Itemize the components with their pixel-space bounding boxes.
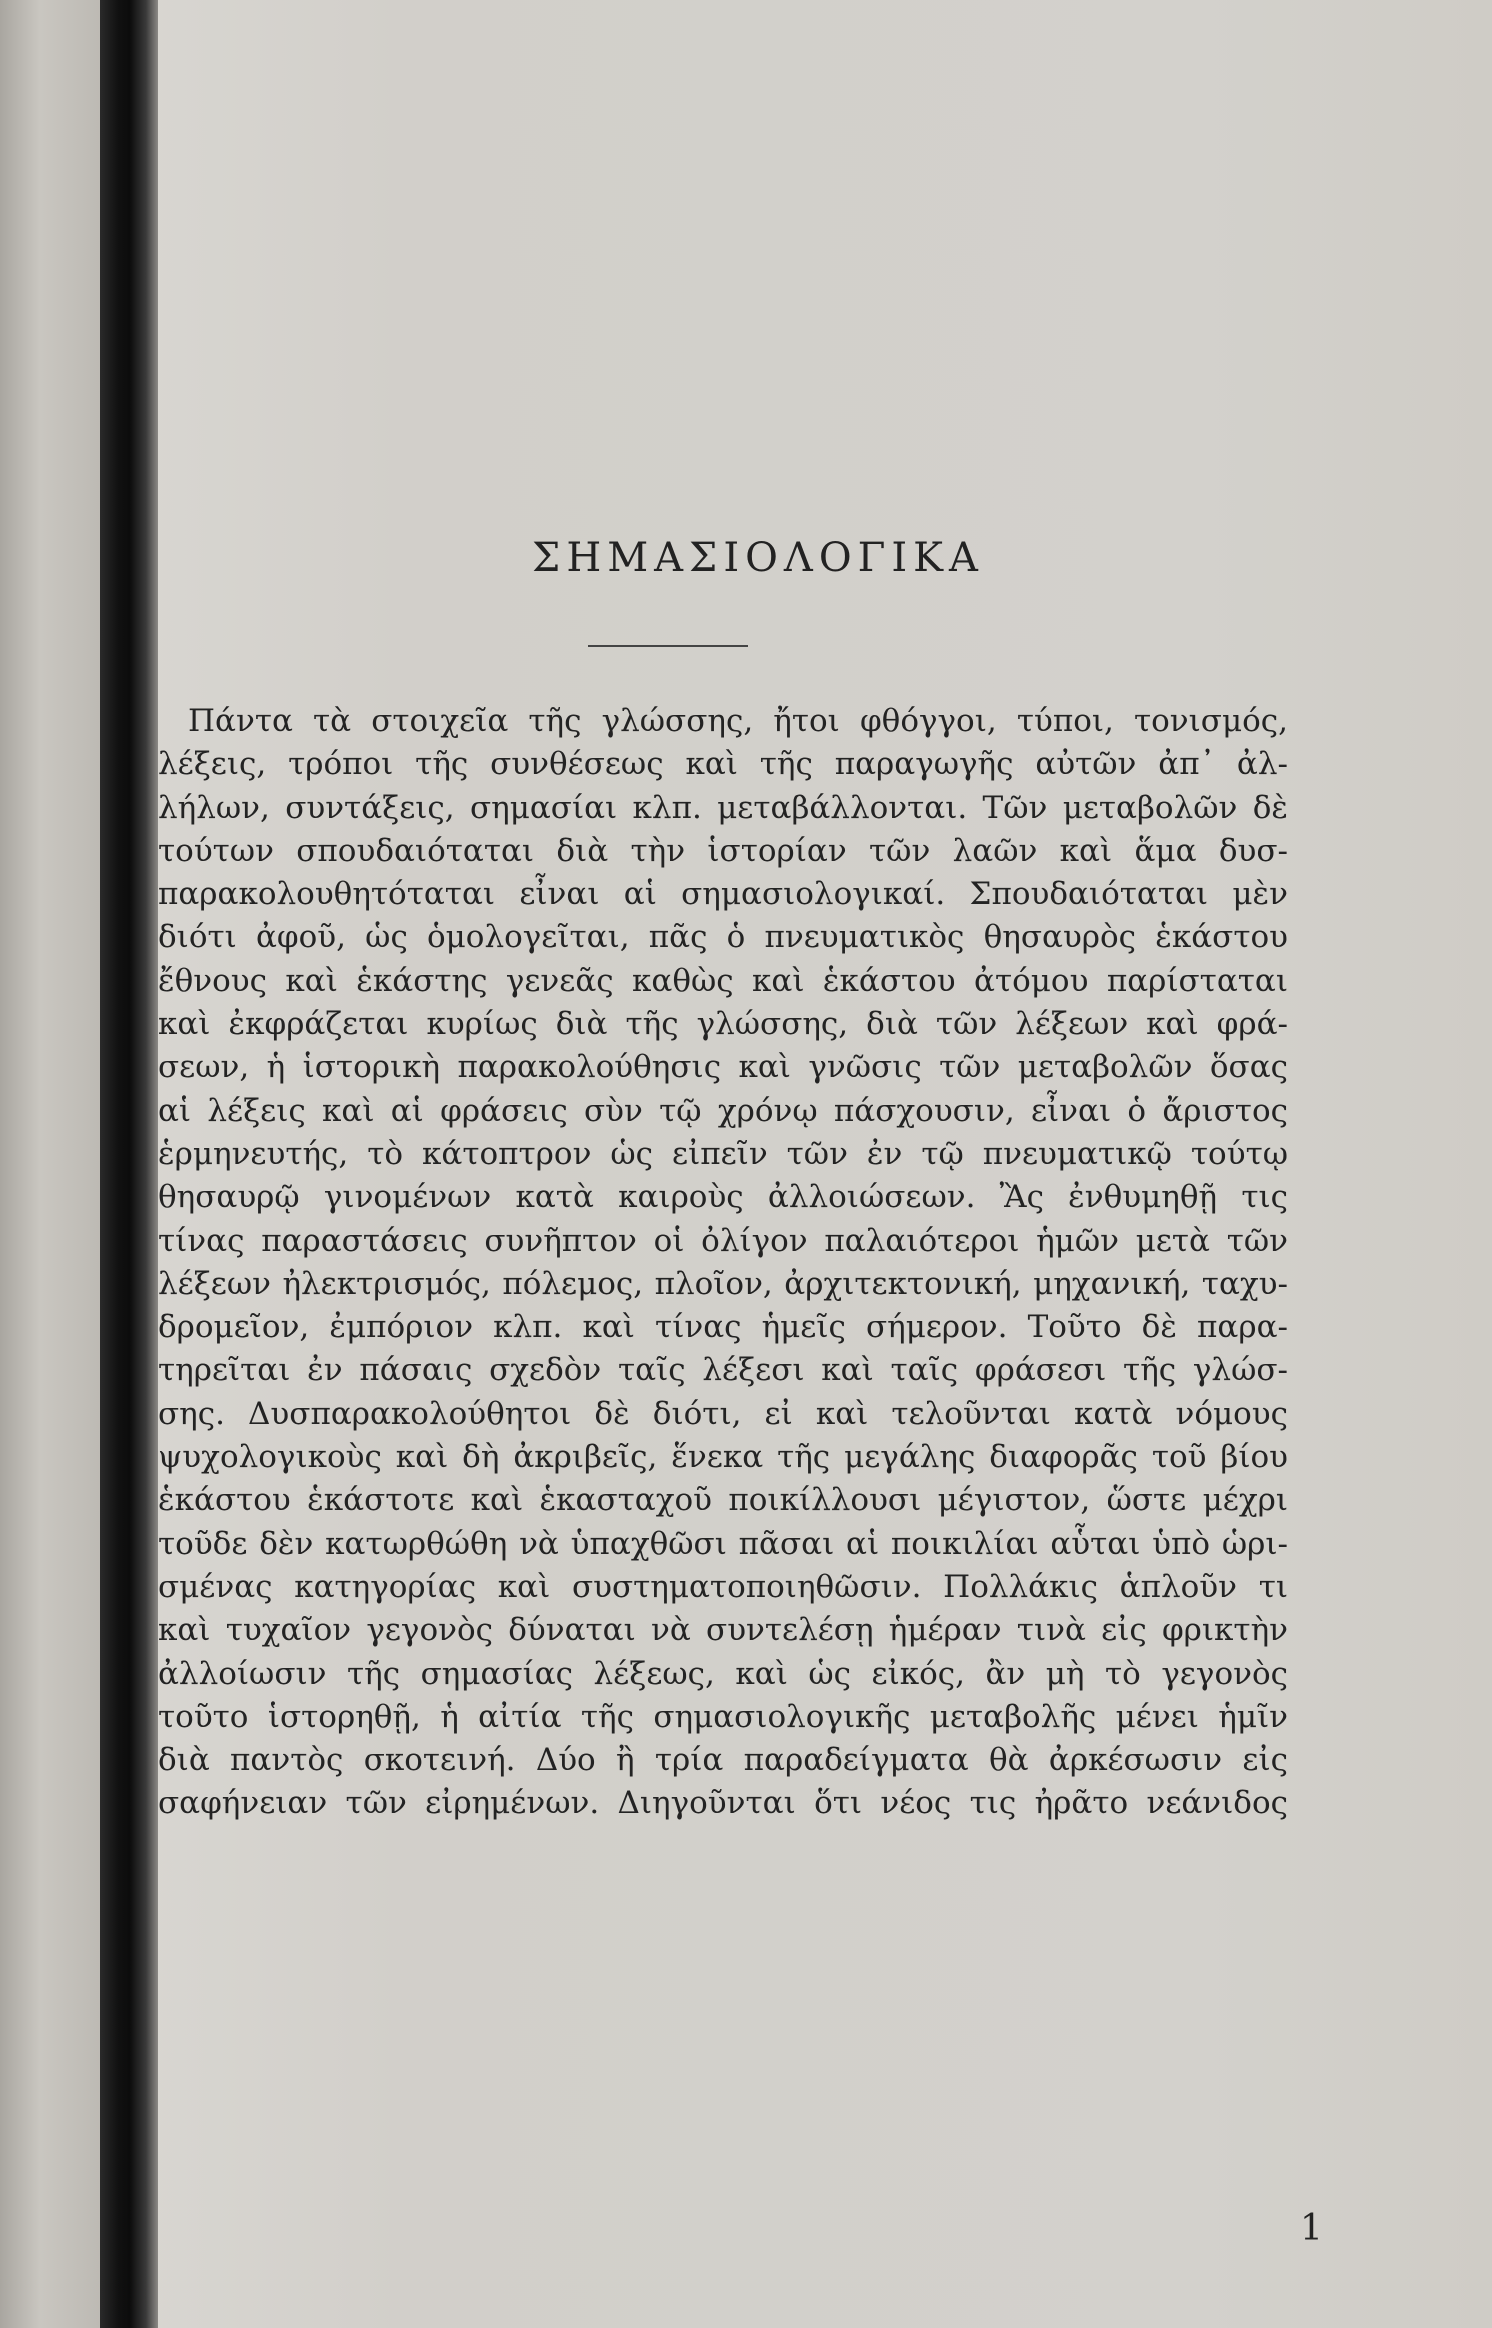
- page-number: 1: [1300, 2208, 1323, 2249]
- text-line: λήλων, συντάξεις, σημασίαι κλπ. μεταβάλλονται. Τῶν μεταβολῶν δὲ: [158, 789, 1288, 826]
- text-line: ἀλλοίωσιν τῆς σημασίας λέξεως, καὶ ὡς εἰκός, ἂν μὴ τὸ γεγονὸς: [158, 1655, 1288, 1692]
- text-line: τοῦτο ἱστορηθῇ, ἡ αἰτία τῆς σημασιολογικῆς μεταβολῆς μένει ἡμῖν: [158, 1698, 1288, 1735]
- text-line: λέξεις, τρόποι τῆς συνθέσεως καὶ τῆς παραγωγῆς αὐτῶν ἀπ᾽ ἀλ-: [158, 746, 1288, 783]
- text-line: ψυχολογικοὺς καὶ δὴ ἀκριβεῖς, ἕνεκα τῆς μεγάλης διαφορᾶς τοῦ βίου: [158, 1439, 1288, 1476]
- page-content: [158, 0, 1492, 2328]
- text-line: δρομεῖον, ἐμπόριον κλπ. καὶ τίνας ἡμεῖς σήμερον. Τοῦτο δὲ παρα-: [158, 1309, 1288, 1346]
- text-line: ἔθνους καὶ ἑκάστης γενεᾶς καθὼς καὶ ἑκάστου ἀτόμου παρίσταται: [158, 962, 1288, 999]
- text-line: σμένας κατηγορίας καὶ συστηματοποιηθῶσιν. Πολλάκις ἁπλοῦν τι: [158, 1568, 1288, 1605]
- text-line: διὰ παντὸς σκοτεινή. Δύο ἢ τρία παραδείγματα θὰ ἀρκέσωσιν εἰς: [158, 1742, 1288, 1779]
- chapter-title: ΣΗΜΑΣΙΟΛΟΓΙΚΑ: [532, 535, 984, 581]
- text-line: ἑρμηνευτής, τὸ κάτοπτρον ὡς εἰπεῖν τῶν ἐν τῷ πνευματικῷ τούτῳ: [158, 1135, 1288, 1172]
- text-line: τοῦδε δὲν κατωρθώθη νὰ ὑπαχθῶσι πᾶσαι αἱ ποικιλίαι αὗται ὑπὸ ὡρι-: [158, 1525, 1288, 1562]
- text-line: Πάντα τὰ στοιχεῖα τῆς γλώσσης, ἤτοι φθόγγοι, τύποι, τονισμός,: [188, 703, 1288, 739]
- text-line: λέξεων ἠλεκτρισμός, πόλεμος, πλοῖον, ἀρχιτεκτονική, μηχανική, ταχυ-: [158, 1265, 1288, 1302]
- text-line: διότι ἀφοῦ, ὡς ὁμολογεῖται, πᾶς ὁ πνευματικὸς θησαυρὸς ἑκάστου: [158, 919, 1288, 956]
- text-line: σαφήνειαν τῶν εἰρημένων. Διηγοῦνται ὅτι νέος τις ἠρᾶτο νεάνιδος: [158, 1785, 1288, 1822]
- text-line: ἑκάστου ἑκάστοτε καὶ ἑκασταχοῦ ποικίλλουσι μέγιστον, ὥστε μέχρι: [158, 1482, 1288, 1519]
- text-line: καὶ ἐκφράζεται κυρίως διὰ τῆς γλώσσης, διὰ τῶν λέξεων καὶ φρά-: [158, 1006, 1288, 1043]
- book-spine-shadow: [100, 0, 158, 2328]
- text-line: αἱ λέξεις καὶ αἱ φράσεις σὺν τῷ χρόνῳ πάσχουσιν, εἶναι ὁ ἄριστος: [158, 1092, 1288, 1129]
- text-line: σεων, ἡ ἱστορικὴ παρακολούθησις καὶ γνῶσις τῶν μεταβολῶν ὅσας: [158, 1049, 1288, 1086]
- text-line: τούτων σπουδαιόταται διὰ τὴν ἱστορίαν τῶν λαῶν καὶ ἅμα δυσ-: [158, 832, 1288, 869]
- text-line: σης. Δυσπαρακολούθητοι δὲ διότι, εἰ καὶ τελοῦνται κατὰ νόμους: [158, 1395, 1288, 1432]
- text-line: τίνας παραστάσεις συνῆπτον οἱ ὀλίγον παλαιότεροι ἡμῶν μετὰ τῶν: [158, 1222, 1288, 1259]
- text-line: καὶ τυχαῖον γεγονὸς δύναται νὰ συντελέσῃ ἡμέραν τινὰ εἰς φρικτὴν: [158, 1612, 1288, 1649]
- facing-page-edge: [0, 0, 100, 2328]
- title-rule: [588, 645, 748, 647]
- body-text: [158, 700, 1288, 1826]
- text-line: τηρεῖται ἐν πάσαις σχεδὸν ταῖς λέξεσι καὶ ταῖς φράσεσι τῆς γλώσ-: [158, 1352, 1288, 1389]
- text-line: παρακολουθητόταται εἶναι αἱ σημασιολογικαί. Σπουδαιόταται μὲν: [158, 876, 1288, 913]
- text-line: θησαυρῷ γινομένων κατὰ καιροὺς ἀλλοιώσεων. Ἂς ἐνθυμηθῇ τις: [158, 1179, 1288, 1216]
